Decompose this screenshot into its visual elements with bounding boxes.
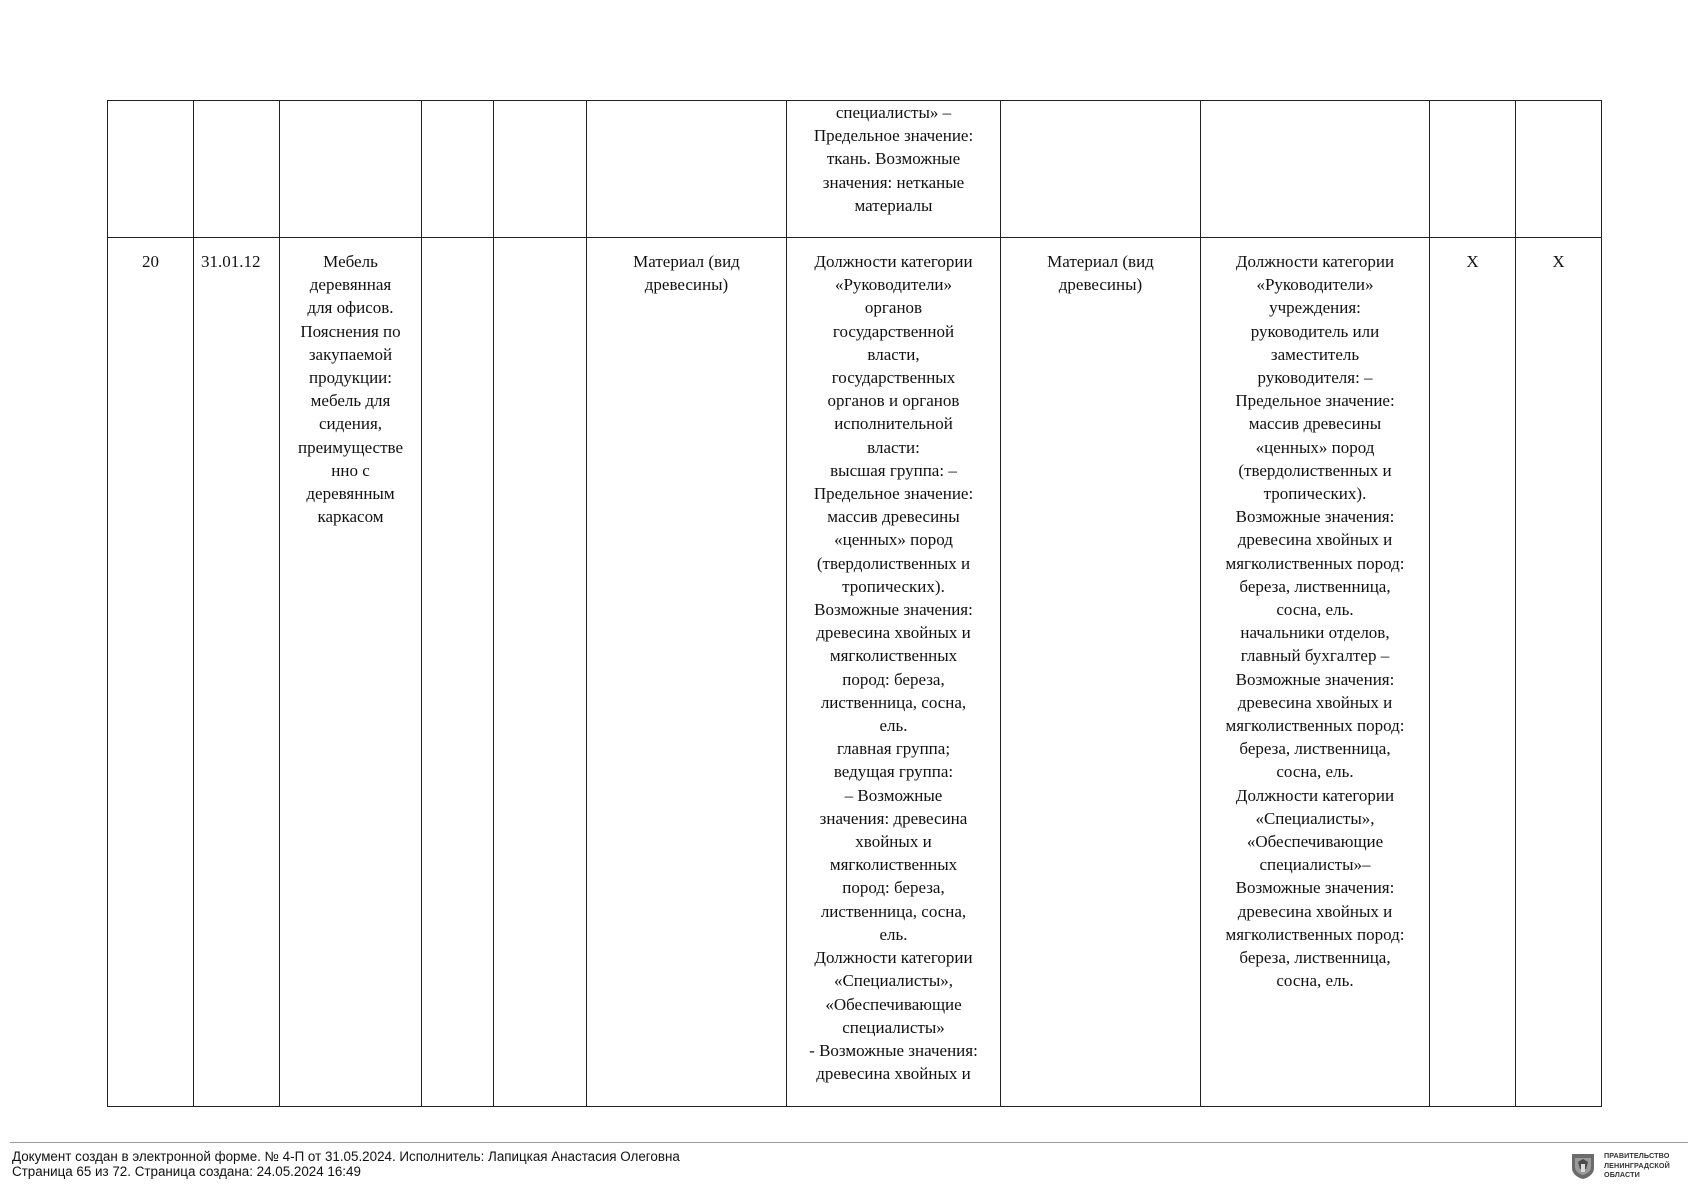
cell-col4 [422,101,494,238]
logo-caption: ПРАВИТЕЛЬСТВО ЛЕНИНГРАДСКОЙ ОБЛАСТИ [1604,1151,1670,1179]
cell-characteristic-2 [1001,101,1201,238]
cell-value-1: Должности категории «Руководители» органов государственной власти, государственных органов и органов исполнительной власти: высшая группа: – Предельное значение: массив древесины «ценных» пород (твердолиственных и тропических). Возможные значения: древесина хвойных и мягколиственных пород: береза, лиственница, сосна, ель. главная группа; ведущая группа: – Возможные значения: древесина хвойных и мягколиственных пород: береза, лиственница, сосна, ель. Должности категории «Специалисты», «Обеспечивающие специалисты» - Возможные значения: древесина хвойных и [787,238,1001,1107]
cell-characteristic-2: Материал (вид древесины) [1001,238,1201,1107]
cell-code: 31.01.12 [194,238,280,1107]
cell-col11: X [1516,238,1602,1107]
footer-page-info: Страница 65 из 72. Страница создана: 24.05.2024 16:49 [12,1164,361,1179]
cell-col11 [1516,101,1602,238]
footer-divider [10,1142,1688,1143]
government-logo [1570,1150,1690,1184]
cell-col5 [494,238,587,1107]
table-row-continuation [108,101,1602,238]
cell-characteristic-1: Материал (вид древесины) [587,238,787,1107]
cell-name: Мебель деревянная для офисов. Пояснения по закупаемой продукции: мебель для сидения, преимуществе нно с деревянным каркасом [280,238,422,1107]
table-row-20 [108,238,1602,1107]
cell-col10 [1430,101,1516,238]
cell-value-2 [1201,101,1430,238]
procurement-table [107,100,1602,1107]
document-footer [12,1149,680,1179]
footer-document-info: Документ создан в электронной форме. № 4-П от 31.05.2024. Исполнитель: Лапицкая Анастасия Олеговна [12,1149,680,1164]
cell-code [194,101,280,238]
cell-col5 [494,101,587,238]
coat-of-arms-icon [1570,1152,1596,1180]
cell-col4 [422,238,494,1107]
cell-number: 20 [108,238,194,1107]
cell-name [280,101,422,238]
cell-value-2: Должности категории «Руководители» учреждения: руководитель или заместитель руководителя: – Предельное значение: массив древесины «ценных» пород (твердолиственных и тропических). Возможные значения: древесина хвойных и мягколиственных пород: береза, лиственница, сосна, ель. начальники отделов, главный бухгалтер – Возможные значения: древесина хвойных и мягколиственных пород: береза, лиственница, сосна, ель. Должности категории «Специалисты», «Обеспечивающие специалисты»– Возможные значения: древесина хвойных и мягколиственных пород: береза, лиственница, сосна, ель. [1201,238,1430,1107]
cell-value-1: специалисты» – Предельное значение: ткань. Возможные значения: нетканые материалы [787,101,1001,238]
cell-number [108,101,194,238]
cell-characteristic-1 [587,101,787,238]
cell-col10: X [1430,238,1516,1107]
